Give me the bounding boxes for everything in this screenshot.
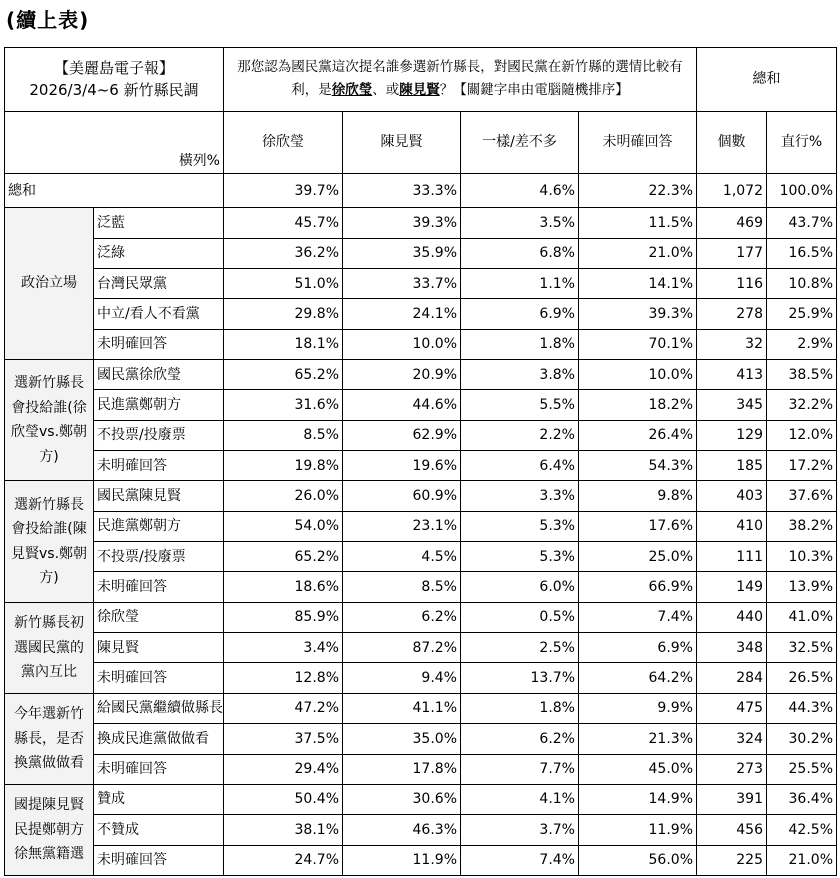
value-cell: 14.9% xyxy=(579,784,697,814)
value-cell: 185 xyxy=(697,451,767,481)
row-label: 陳見賢 xyxy=(94,633,224,663)
row-label: 中立/看人不看黨 xyxy=(94,299,224,329)
value-cell: 16.5% xyxy=(767,238,837,268)
value-cell: 38.5% xyxy=(767,360,837,390)
value-cell: 65.2% xyxy=(224,542,343,572)
table-row xyxy=(5,511,837,541)
row-label: 泛綠 xyxy=(94,238,224,268)
row-label: 未明確回答 xyxy=(94,754,224,784)
col-header: 陳見賢 xyxy=(343,111,461,174)
value-cell: 3.5% xyxy=(461,208,579,238)
question-text-1: 那您認為國民黨這次提名誰參選新竹縣長，對國民黨在新竹縣的選情比較有利，是 xyxy=(237,59,683,99)
value-cell: 284 xyxy=(697,663,767,693)
value-cell: 32.5% xyxy=(767,633,837,663)
value-cell: 35.9% xyxy=(343,238,461,268)
group-label: 今年選新竹縣長，是否換黨做做看 xyxy=(5,693,94,784)
table-row xyxy=(5,542,837,572)
row-label: 台灣民眾黨 xyxy=(94,269,224,299)
value-cell: 18.1% xyxy=(224,329,343,359)
group-label: 國提陳見賢民提鄭朝方徐無黨籍選 xyxy=(5,784,94,875)
table-row xyxy=(5,633,837,663)
value-cell: 111 xyxy=(697,542,767,572)
value-cell: 25.0% xyxy=(579,542,697,572)
total-cell: 1,072 xyxy=(697,174,767,208)
value-cell: 26.5% xyxy=(767,663,837,693)
value-cell: 345 xyxy=(697,390,767,420)
value-cell: 348 xyxy=(697,633,767,663)
value-cell: 2.9% xyxy=(767,329,837,359)
value-cell: 38.1% xyxy=(224,815,343,845)
value-cell: 7.7% xyxy=(461,754,579,784)
value-cell: 3.3% xyxy=(461,481,579,511)
value-cell: 54.3% xyxy=(579,451,697,481)
value-cell: 21.3% xyxy=(579,724,697,754)
value-cell: 6.8% xyxy=(461,238,579,268)
value-cell: 5.5% xyxy=(461,390,579,420)
value-cell: 38.2% xyxy=(767,511,837,541)
question-cell xyxy=(224,48,697,112)
table-row xyxy=(5,693,837,723)
value-cell: 51.0% xyxy=(224,269,343,299)
value-cell: 12.8% xyxy=(224,663,343,693)
value-cell: 278 xyxy=(697,299,767,329)
brand-cell xyxy=(5,48,224,112)
value-cell: 19.8% xyxy=(224,451,343,481)
table-row xyxy=(5,420,837,450)
value-cell: 18.6% xyxy=(224,572,343,602)
value-cell: 44.6% xyxy=(343,390,461,420)
total-group-header: 總和 xyxy=(697,48,837,112)
total-cell: 4.6% xyxy=(461,174,579,208)
value-cell: 10.0% xyxy=(343,329,461,359)
value-cell: 469 xyxy=(697,208,767,238)
col-header: 一樣/差不多 xyxy=(461,111,579,174)
value-cell: 8.5% xyxy=(343,572,461,602)
table-row xyxy=(5,238,837,268)
value-cell: 64.2% xyxy=(579,663,697,693)
value-cell: 6.2% xyxy=(343,602,461,632)
table-row xyxy=(5,269,837,299)
value-cell: 10.8% xyxy=(767,269,837,299)
value-cell: 3.7% xyxy=(461,815,579,845)
table-row xyxy=(5,390,837,420)
value-cell: 44.3% xyxy=(767,693,837,723)
value-cell: 5.3% xyxy=(461,511,579,541)
value-cell: 1.8% xyxy=(461,693,579,723)
value-cell: 41.0% xyxy=(767,602,837,632)
table-row xyxy=(5,784,837,814)
table-row xyxy=(5,360,837,390)
row-label: 贊成 xyxy=(94,784,224,814)
value-cell: 41.1% xyxy=(343,693,461,723)
value-cell: 66.9% xyxy=(579,572,697,602)
value-cell: 36.2% xyxy=(224,238,343,268)
value-cell: 6.9% xyxy=(461,299,579,329)
value-cell: 6.4% xyxy=(461,451,579,481)
value-cell: 14.1% xyxy=(579,269,697,299)
group-label: 選新竹縣長會投給誰(徐欣瑩vs.鄭朝方) xyxy=(5,360,94,481)
row-label: 民進黨鄭朝方 xyxy=(94,511,224,541)
table-row xyxy=(5,208,837,238)
group-label: 政治立場 xyxy=(5,208,94,360)
value-cell: 440 xyxy=(697,602,767,632)
value-cell: 17.2% xyxy=(767,451,837,481)
value-cell: 46.3% xyxy=(343,815,461,845)
value-cell: 2.5% xyxy=(461,633,579,663)
row-label: 未明確回答 xyxy=(94,845,224,875)
value-cell: 70.1% xyxy=(579,329,697,359)
value-cell: 35.0% xyxy=(343,724,461,754)
row-label: 徐欣瑩 xyxy=(94,602,224,632)
value-cell: 62.9% xyxy=(343,420,461,450)
table-row xyxy=(5,329,837,359)
value-cell: 403 xyxy=(697,481,767,511)
value-cell: 24.7% xyxy=(224,845,343,875)
value-cell: 0.5% xyxy=(461,602,579,632)
value-cell: 9.9% xyxy=(579,693,697,723)
value-cell: 11.9% xyxy=(343,845,461,875)
candidate-a: 徐欣瑩 xyxy=(331,82,373,99)
value-cell: 410 xyxy=(697,511,767,541)
value-cell: 25.9% xyxy=(767,299,837,329)
survey-date: 2026/3/4~6 新竹縣民調 xyxy=(29,81,199,100)
value-cell: 6.9% xyxy=(579,633,697,663)
table-row xyxy=(5,572,837,602)
value-cell: 177 xyxy=(697,238,767,268)
value-cell: 21.0% xyxy=(579,238,697,268)
value-cell: 30.2% xyxy=(767,724,837,754)
value-cell: 225 xyxy=(697,845,767,875)
value-cell: 42.5% xyxy=(767,815,837,845)
value-cell: 13.7% xyxy=(461,663,579,693)
table-row xyxy=(5,299,837,329)
value-cell: 17.8% xyxy=(343,754,461,784)
value-cell: 7.4% xyxy=(461,845,579,875)
table-row xyxy=(5,815,837,845)
value-cell: 54.0% xyxy=(224,511,343,541)
value-cell: 39.3% xyxy=(343,208,461,238)
value-cell: 273 xyxy=(697,754,767,784)
value-cell: 56.0% xyxy=(579,845,697,875)
col-header: 徐欣瑩 xyxy=(224,111,343,174)
table-row xyxy=(5,845,837,875)
value-cell: 7.4% xyxy=(579,602,697,632)
value-cell: 149 xyxy=(697,572,767,602)
value-cell: 50.4% xyxy=(224,784,343,814)
table-row xyxy=(5,602,837,632)
value-cell: 11.5% xyxy=(579,208,697,238)
row-label: 不贊成 xyxy=(94,815,224,845)
value-cell: 6.0% xyxy=(461,572,579,602)
value-cell: 475 xyxy=(697,693,767,723)
value-cell: 456 xyxy=(697,815,767,845)
row-label: 未明確回答 xyxy=(94,572,224,602)
row-axis-label: 橫列% xyxy=(5,111,224,174)
value-cell: 324 xyxy=(697,724,767,754)
row-label: 未明確回答 xyxy=(94,329,224,359)
table-row xyxy=(5,481,837,511)
value-cell: 10.0% xyxy=(579,360,697,390)
value-cell: 21.0% xyxy=(767,845,837,875)
value-cell: 12.0% xyxy=(767,420,837,450)
value-cell: 11.9% xyxy=(579,815,697,845)
candidate-b: 陳見賢 xyxy=(399,82,440,99)
value-cell: 87.2% xyxy=(343,633,461,663)
value-cell: 43.7% xyxy=(767,208,837,238)
crosstab-table xyxy=(4,47,837,876)
value-cell: 17.6% xyxy=(579,511,697,541)
row-label: 不投票/投廢票 xyxy=(94,420,224,450)
question-text-2: ？【關鍵字串由電腦隨機排序】 xyxy=(439,82,629,99)
total-cell: 39.7% xyxy=(224,174,343,208)
value-cell: 39.3% xyxy=(579,299,697,329)
value-cell: 29.4% xyxy=(224,754,343,784)
total-cell: 100.0% xyxy=(767,174,837,208)
value-cell: 413 xyxy=(697,360,767,390)
value-cell: 391 xyxy=(697,784,767,814)
value-cell: 5.3% xyxy=(461,542,579,572)
total-row xyxy=(5,174,837,208)
value-cell: 32 xyxy=(697,329,767,359)
col-header: 個數 xyxy=(697,111,767,174)
value-cell: 31.6% xyxy=(224,390,343,420)
value-cell: 129 xyxy=(697,420,767,450)
value-cell: 26.0% xyxy=(224,481,343,511)
value-cell: 9.4% xyxy=(343,663,461,693)
row-label: 不投票/投廢票 xyxy=(94,542,224,572)
value-cell: 47.2% xyxy=(224,693,343,723)
value-cell: 13.9% xyxy=(767,572,837,602)
value-cell: 32.2% xyxy=(767,390,837,420)
value-cell: 65.2% xyxy=(224,360,343,390)
continued-label: (續上表) xyxy=(6,8,90,32)
total-cell: 22.3% xyxy=(579,174,697,208)
value-cell: 29.8% xyxy=(224,299,343,329)
value-cell: 36.4% xyxy=(767,784,837,814)
col-header: 直行% xyxy=(767,111,837,174)
value-cell: 45.7% xyxy=(224,208,343,238)
value-cell: 8.5% xyxy=(224,420,343,450)
table-row xyxy=(5,754,837,784)
value-cell: 45.0% xyxy=(579,754,697,784)
value-cell: 1.1% xyxy=(461,269,579,299)
value-cell: 24.1% xyxy=(343,299,461,329)
value-cell: 1.8% xyxy=(461,329,579,359)
total-row-label: 總和 xyxy=(5,174,224,208)
question-sep: 、或 xyxy=(372,82,400,99)
value-cell: 18.2% xyxy=(579,390,697,420)
row-label: 換成民進黨做做看 xyxy=(94,724,224,754)
value-cell: 3.8% xyxy=(461,360,579,390)
col-header: 未明確回答 xyxy=(579,111,697,174)
total-cell: 33.3% xyxy=(343,174,461,208)
row-label: 國民黨陳見賢 xyxy=(94,481,224,511)
value-cell: 23.1% xyxy=(343,511,461,541)
row-label: 民進黨鄭朝方 xyxy=(94,390,224,420)
value-cell: 33.7% xyxy=(343,269,461,299)
value-cell: 9.8% xyxy=(579,481,697,511)
group-label: 選新竹縣長會投給誰(陳見賢vs.鄭朝方) xyxy=(5,481,94,602)
row-label: 泛藍 xyxy=(94,208,224,238)
value-cell: 30.6% xyxy=(343,784,461,814)
value-cell: 2.2% xyxy=(461,420,579,450)
value-cell: 37.5% xyxy=(224,724,343,754)
value-cell: 6.2% xyxy=(461,724,579,754)
value-cell: 4.1% xyxy=(461,784,579,814)
row-label: 國民黨徐欣瑩 xyxy=(94,360,224,390)
row-label: 未明確回答 xyxy=(94,451,224,481)
value-cell: 85.9% xyxy=(224,602,343,632)
value-cell: 60.9% xyxy=(343,481,461,511)
value-cell: 20.9% xyxy=(343,360,461,390)
table-row xyxy=(5,724,837,754)
row-label: 未明確回答 xyxy=(94,663,224,693)
value-cell: 26.4% xyxy=(579,420,697,450)
value-cell: 4.5% xyxy=(343,542,461,572)
value-cell: 37.6% xyxy=(767,481,837,511)
value-cell: 19.6% xyxy=(343,451,461,481)
table-row xyxy=(5,663,837,693)
group-label: 新竹縣長初選國民黨的黨內互比 xyxy=(5,602,94,693)
brand-title: 【美麗島電子報】 xyxy=(53,58,174,77)
value-cell: 3.4% xyxy=(224,633,343,663)
row-label: 給國民黨繼續做縣長 xyxy=(94,693,224,723)
value-cell: 116 xyxy=(697,269,767,299)
value-cell: 10.3% xyxy=(767,542,837,572)
value-cell: 25.5% xyxy=(767,754,837,784)
table-row xyxy=(5,451,837,481)
